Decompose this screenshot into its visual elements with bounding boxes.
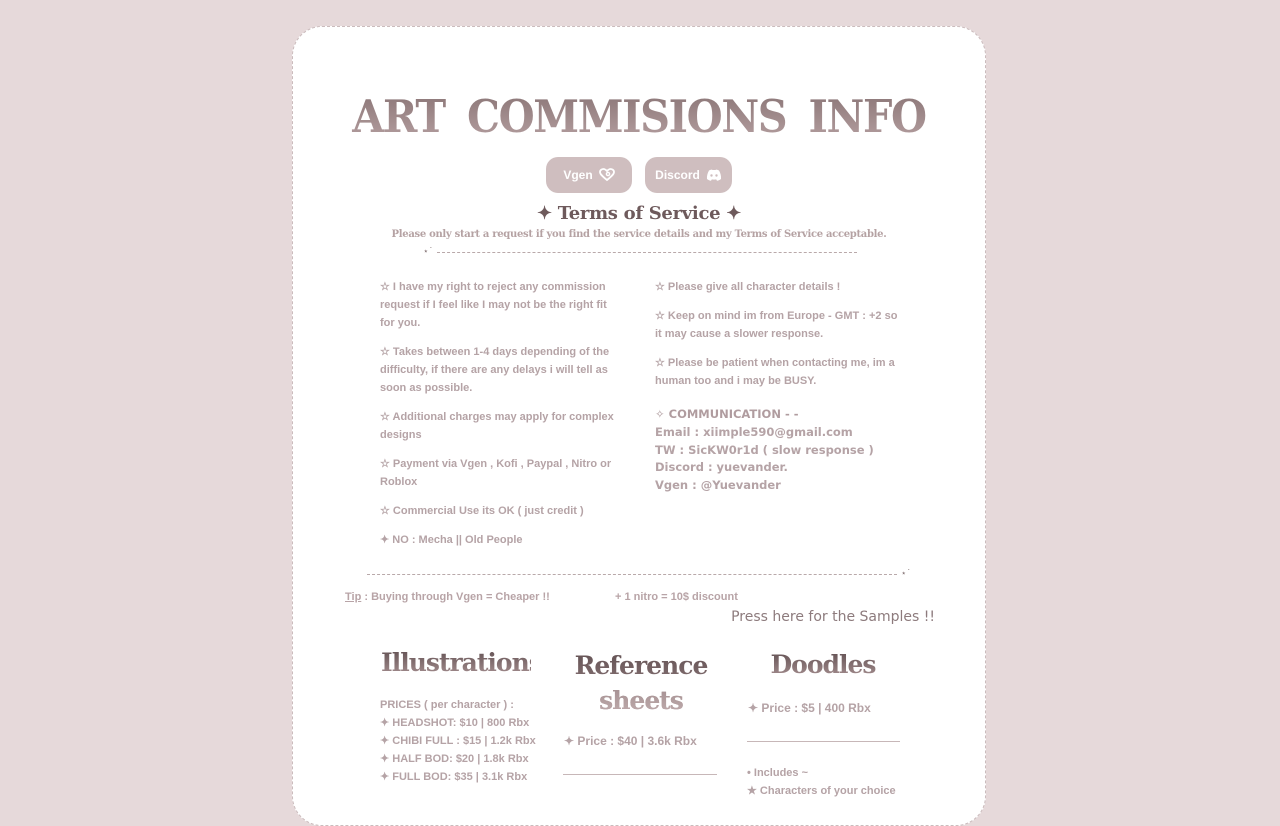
divider-top — [423, 246, 857, 258]
tip-text: : Buying through Vgen = Cheaper !! — [361, 591, 550, 603]
page-title: ART COMMISIONS INFO — [321, 91, 958, 143]
contact-discord: Discord : yuevander. — [655, 460, 788, 475]
dashed-line — [367, 574, 897, 575]
divider-bottom — [367, 568, 911, 580]
tos-item: ☆ Please be patient when contacting me, im a human too and i may be BUSY. — [655, 357, 895, 387]
tos-item: ☆ I have my right to reject any commission request if I feel like I may not be the right fit for you. — [380, 281, 607, 329]
tos-subtitle: Please only start a request if you find the service details and my Terms of Service acceptable. — [391, 229, 887, 240]
reference-sheets-heading — [562, 648, 720, 718]
tos-left-column — [380, 278, 620, 560]
contact-twitter: TW : SicKW0r1d ( slow response ) — [655, 442, 874, 457]
reference-divider — [563, 774, 717, 775]
contact-vgen: Vgen : @Yuevander — [655, 478, 781, 493]
price-item: ✦ HALF BOD: $20 | 1.8k Rbx — [380, 753, 529, 765]
discord-button[interactable] — [645, 157, 732, 193]
tos-heading: ✦ Terms of Service ✦ — [536, 203, 742, 224]
communication-heading: ✧ COMMUNICATION - - — [655, 407, 799, 421]
tos-item: ☆ Additional charges may apply for complex designs — [380, 411, 614, 441]
doodles-price: ✦ Price : $5 | 400 Rbx — [748, 701, 871, 715]
vgen-button-label: Vgen — [563, 168, 593, 182]
sparkle-icon: ⋆˙ — [900, 569, 911, 579]
doodles-includes — [747, 764, 896, 800]
discord-icon — [706, 169, 722, 181]
includes-item: ★ Characters of your choice — [747, 785, 896, 797]
includes-heading: • Includes ~ — [747, 767, 809, 779]
doodles-divider — [747, 741, 900, 742]
reference-title-line1: Reference — [574, 651, 708, 680]
prices-heading: PRICES ( per character ) : — [380, 699, 514, 711]
vgen-button[interactable] — [546, 157, 632, 193]
nitro-discount: + 1 nitro = 10$ discount — [615, 591, 738, 603]
sparkle-icon: ⋆˙ — [423, 247, 434, 257]
communication-block — [655, 406, 903, 495]
tos-item: ☆ Commercial Use its OK ( just credit ) — [380, 505, 584, 517]
tip-row — [345, 591, 738, 603]
tos-item: ☆ Payment via Vgen , Kofi , Paypal , Nitro or Roblox — [380, 458, 612, 488]
illustrations-heading: Illustrations — [381, 648, 542, 677]
social-buttons — [293, 157, 985, 193]
contact-email: Email : xiimple590@gmail.com — [655, 424, 853, 439]
price-item: ✦ FULL BOD: $35 | 3.1k Rbx — [380, 771, 528, 783]
discord-button-label: Discord — [655, 168, 700, 182]
reference-price: ✦ Price : $40 | 3.6k Rbx — [564, 734, 697, 748]
tos-item: ☆ Keep on mind im from Europe - GMT : +2 so it may cause a slower response. — [655, 310, 898, 340]
tos-item: ✦ NO : Mecha || Old People — [380, 534, 523, 546]
price-item: ✦ HEADSHOT: $10 | 800 Rbx — [380, 717, 530, 729]
tos-item: ☆ Takes between 1-4 days depending of the difficulty, if there are any delays i will tell as soon as possible. — [380, 346, 610, 394]
vgen-heart-icon — [599, 168, 615, 182]
tos-right-column — [655, 278, 903, 495]
dashed-line — [437, 252, 857, 253]
reference-title-line2: sheets — [562, 683, 720, 718]
illustrations-prices — [380, 696, 540, 786]
tos-item: ☆ Please give all character details ! — [655, 281, 841, 293]
samples-link[interactable]: Press here for the Samples !! — [731, 609, 935, 625]
price-item: ✦ CHIBI FULL : $15 | 1.2k Rbx — [380, 735, 536, 747]
doodles-heading: Doodles — [748, 650, 898, 679]
commission-card — [292, 26, 986, 826]
tip-label: Tip — [345, 591, 362, 603]
